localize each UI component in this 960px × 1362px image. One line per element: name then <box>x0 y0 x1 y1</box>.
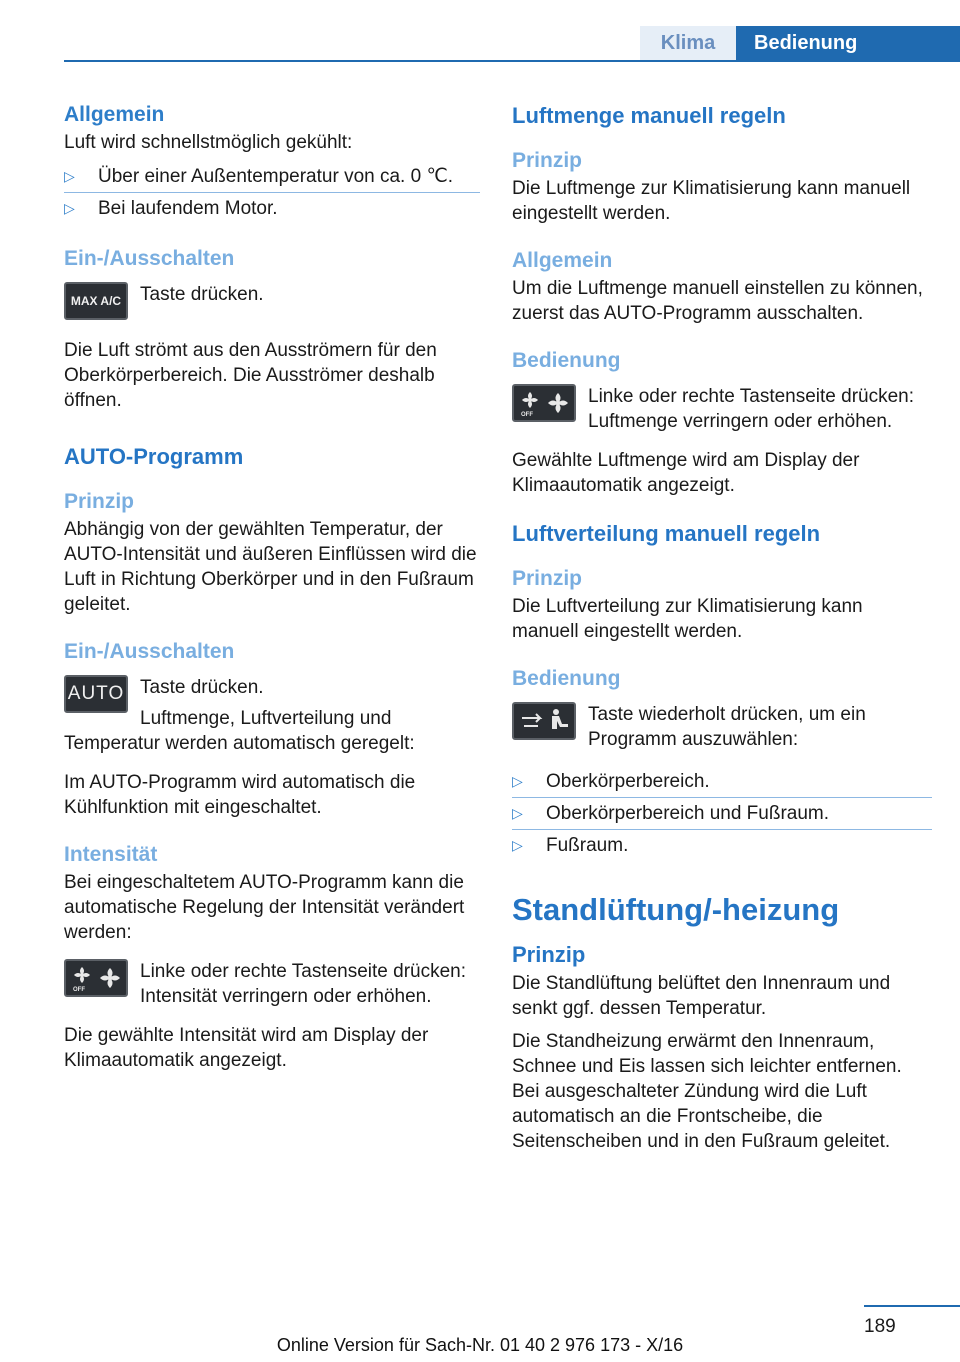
left-column <box>64 100 480 1073</box>
text-taste-wiederholt: Taste wiederholt drücken, um ein Programm auszuwählen: <box>588 704 866 750</box>
text-allgemein-luftmenge: Um die Luftmenge manuell einstellen zu können, zuerst das AUTO-Programm ausschalten. <box>512 278 923 324</box>
fan-button-image <box>64 959 128 997</box>
header-divider <box>64 60 960 62</box>
footer-divider <box>864 1305 960 1307</box>
heading-allgemein-luftmenge: Allgemein <box>512 249 613 272</box>
fan-icon <box>516 388 572 418</box>
bullet-list <box>64 161 480 224</box>
fan-button-image <box>512 384 576 422</box>
list-item <box>512 797 932 829</box>
tab-bedienung[interactable] <box>736 26 960 60</box>
text-prinzip-luftmenge: Die Luftmenge zur Klimatisierung kann manuell eingestellt werden. <box>512 178 911 224</box>
text-luft-stroemt: Die Luft strömt aus den Ausströmern für den Oberkörperbereich. Die Ausströmer deshalb öffnen. <box>64 340 437 411</box>
text-taste-druecken-auto: Taste drücken. <box>140 677 264 698</box>
text-taste-druecken: Taste drücken. <box>140 284 264 305</box>
air-distribution-icon <box>516 706 572 736</box>
text-standheizung: Die Standheizung erwärmt den Innenraum, Schnee und Eis lassen sich leichter entfernen. Bei ausgeschalteter Zündung wird die Luft automatisch an die Frontscheibe, die Seitenscheiben und in den Fußraum geleitet. <box>512 1031 902 1152</box>
heading-bedienung-luftmenge: Bedienung <box>512 349 621 372</box>
text-luftmenge-geregelt: Luftmenge, Luftverteilung und Temperatur werden automatisch geregelt: <box>64 708 415 754</box>
text-display-luftmenge: Gewählte Luftmenge wird am Display der Klimaautomatik angezeigt. <box>512 450 860 496</box>
triangle-icon: ▷ <box>64 200 75 216</box>
heading-luftverteilung: Luftverteilung manuell regeln <box>512 521 821 546</box>
max-ac-label: MAX A/C <box>70 294 122 308</box>
heading-standlueftung: Standlüftung/-heizung <box>512 892 840 927</box>
tab-klima-label: Klima <box>660 31 716 54</box>
heading-bedienung-verteilung: Bedienung <box>512 667 621 690</box>
heading-allgemein: Allgemein <box>64 103 165 126</box>
list-item <box>64 192 480 224</box>
list-item-text: Fußraum. <box>546 835 629 856</box>
heading-prinzip-verteilung: Prinzip <box>512 567 583 590</box>
auto-label: AUTO <box>67 683 125 704</box>
triangle-icon: ▷ <box>512 773 523 789</box>
text-linke-rechte-luftmenge: Linke oder rechte Tastenseite drücken: Luftmenge verringern oder erhöhen. <box>588 386 915 432</box>
text-display-intensitaet: Die gewählte Intensität wird am Display der Klimaautomatik angezeigt. <box>64 1025 429 1071</box>
text-standlueftung: Die Standlüftung belüftet den Innenraum und senkt ggf. dessen Temperatur. <box>512 973 891 1019</box>
right-column <box>512 100 932 1154</box>
page-number: 189 <box>864 1316 896 1337</box>
fan-off-label: OFF <box>521 412 533 418</box>
text-prinzip: Abhängig von der gewählten Temperatur, der AUTO-Intensität und äußeren Einflüssen wird die Luft in Richtung Oberkörper und in den Fußraum geleitet. <box>64 519 477 615</box>
list-item-text: Oberkörperbereich und Fußraum. <box>546 803 830 824</box>
max-ac-button-image <box>64 282 128 320</box>
list-item <box>64 161 480 192</box>
text-kuehlfunktion: Im AUTO-Programm wird automatisch die Kühlfunktion mit eingeschaltet. <box>64 772 416 818</box>
fan-off-label: OFF <box>73 987 85 993</box>
list-item-text: Über einer Außentemperatur von ca. 0 ℃. <box>98 166 454 187</box>
heading-prinzip: Prinzip <box>64 490 135 513</box>
footer-text: Online Version für Sach-Nr. 01 40 2 976 173 - X/16 <box>276 1335 684 1355</box>
heading-luftmenge: Luftmenge manuell regeln <box>512 103 786 128</box>
triangle-icon: ▷ <box>512 805 523 821</box>
heading-prinzip-luftmenge: Prinzip <box>512 149 583 172</box>
tab-bedienung-label: Bedienung <box>754 31 858 54</box>
triangle-icon: ▷ <box>64 168 75 184</box>
heading-intensitaet: Intensität <box>64 843 158 866</box>
list-item <box>512 766 932 797</box>
tab-klima[interactable] <box>640 26 736 60</box>
heading-ein-ausschalten: Ein-/Ausschalten <box>64 247 235 270</box>
text-linke-rechte-intensitaet: Linke oder rechte Tastenseite drücken: Intensität verringern oder erhöhen. <box>140 961 467 1007</box>
fan-icon <box>68 963 124 993</box>
heading-prinzip-standl: Prinzip <box>512 942 586 967</box>
list-item-text: Oberkörperbereich. <box>546 771 710 792</box>
text-allgemein: Luft wird schnellstmöglich gekühlt: <box>64 132 353 153</box>
text-prinzip-verteilung: Die Luftverteilung zur Klimatisierung kann manuell eingestellt werden. <box>512 596 863 642</box>
triangle-icon: ▷ <box>512 837 523 853</box>
list-item <box>512 829 932 861</box>
text-intensitaet: Bei eingeschaltetem AUTO-Programm kann die automatische Regelung der Intensität verändert werden: <box>64 872 465 943</box>
auto-button-image <box>64 675 128 713</box>
bullet-list <box>512 766 932 861</box>
air-distribution-button-image <box>512 702 576 740</box>
heading-ein-ausschalten-auto: Ein-/Ausschalten <box>64 640 235 663</box>
list-item-text: Bei laufendem Motor. <box>98 198 278 219</box>
heading-auto-programm: AUTO-Programm <box>64 444 244 469</box>
